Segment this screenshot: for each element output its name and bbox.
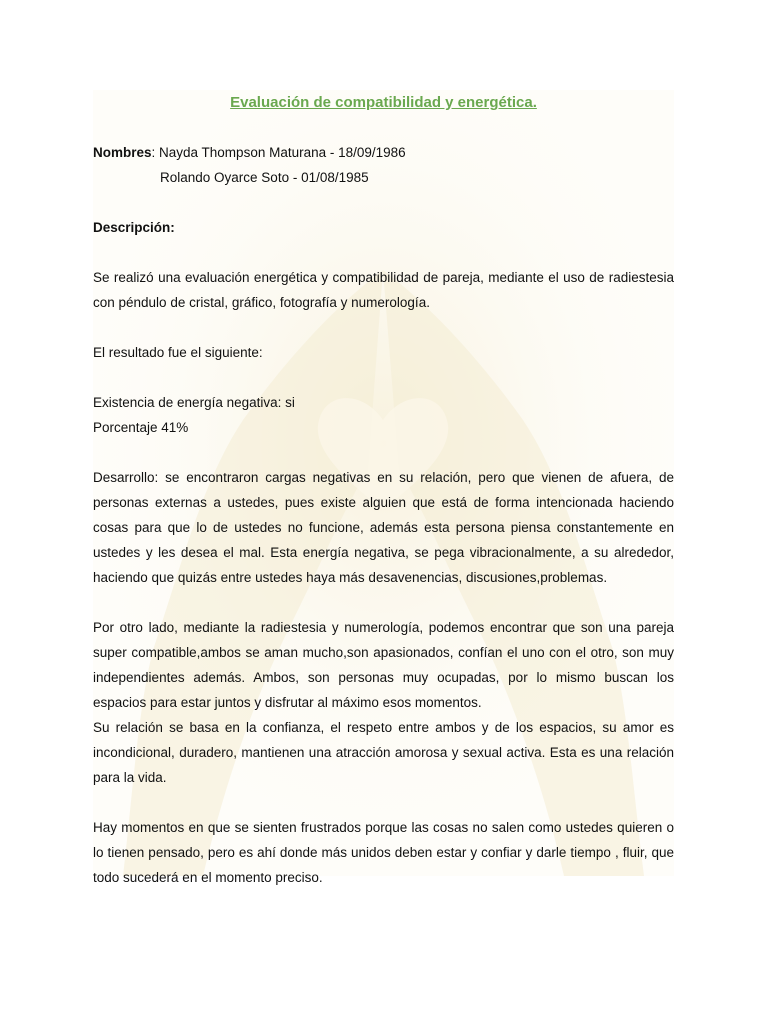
document-title: Evaluación de compatibilidad y energética. bbox=[230, 94, 537, 111]
percentage-line: Porcentaje 41% bbox=[93, 420, 189, 435]
relationship-paragraph: Su relación se basa en la confianza, el respeto entre ambos y de los espacios, su amor es incondicional, duradero, mantienen una atracción amorosa y sexual activa. Esta es una relación para la vida. bbox=[93, 720, 674, 785]
names-label: Nombres bbox=[93, 145, 152, 160]
intro-paragraph: Se realizó una evaluación energética y compatibilidad de pareja, mediante el uso de radiestesia con péndulo de cristal, gráfico, fotografía y numerología. bbox=[93, 270, 674, 310]
closing-paragraph: Hay momentos en que se sienten frustrados porque las cosas no salen como ustedes quieren o lo tienen pensado, pero es ahí donde más unidos deben estar y confiar y darle tiempo , fluir, que todo sucederá en el momento preciso. bbox=[93, 820, 674, 885]
names-line bbox=[93, 140, 674, 165]
development-paragraph: Desarrollo: se encontraron cargas negativas en su relación, pero que vienen de afuera, de personas externas a ustedes, pues existe alguien que está de forma intencionada haciendo cosas para que lo de ustedes no funcione, además esta persona piensa constantemente en ustedes y les desea el mal. Esta energía negativa, se pega vibracionalmente, a su alrededor, haciendo que quizás entre ustedes haya más desavenencias, discusiones,problemas. bbox=[93, 470, 674, 585]
negative-energy-line: Existencia de energía negativa: si bbox=[93, 395, 295, 410]
result-intro: El resultado fue el siguiente: bbox=[93, 345, 263, 360]
name-2: Rolando Oyarce Soto - 01/08/1985 bbox=[160, 170, 369, 185]
description-heading: Descripción: bbox=[93, 220, 175, 235]
name-1: : Nayda Thompson Maturana - 18/09/1986 bbox=[151, 145, 406, 160]
compatibility-paragraph: Por otro lado, mediante la radiestesia y numerología, podemos encontrar que son una pareja super compatible,ambos se aman mucho,son apasionados, confían el uno con el otro, son muy independientes además. Ambos, son personas muy ocupadas, por lo mismo buscan los espacios para estar juntos y disfrutar al máximo esos momentos. bbox=[93, 620, 674, 710]
document-body bbox=[93, 90, 674, 890]
